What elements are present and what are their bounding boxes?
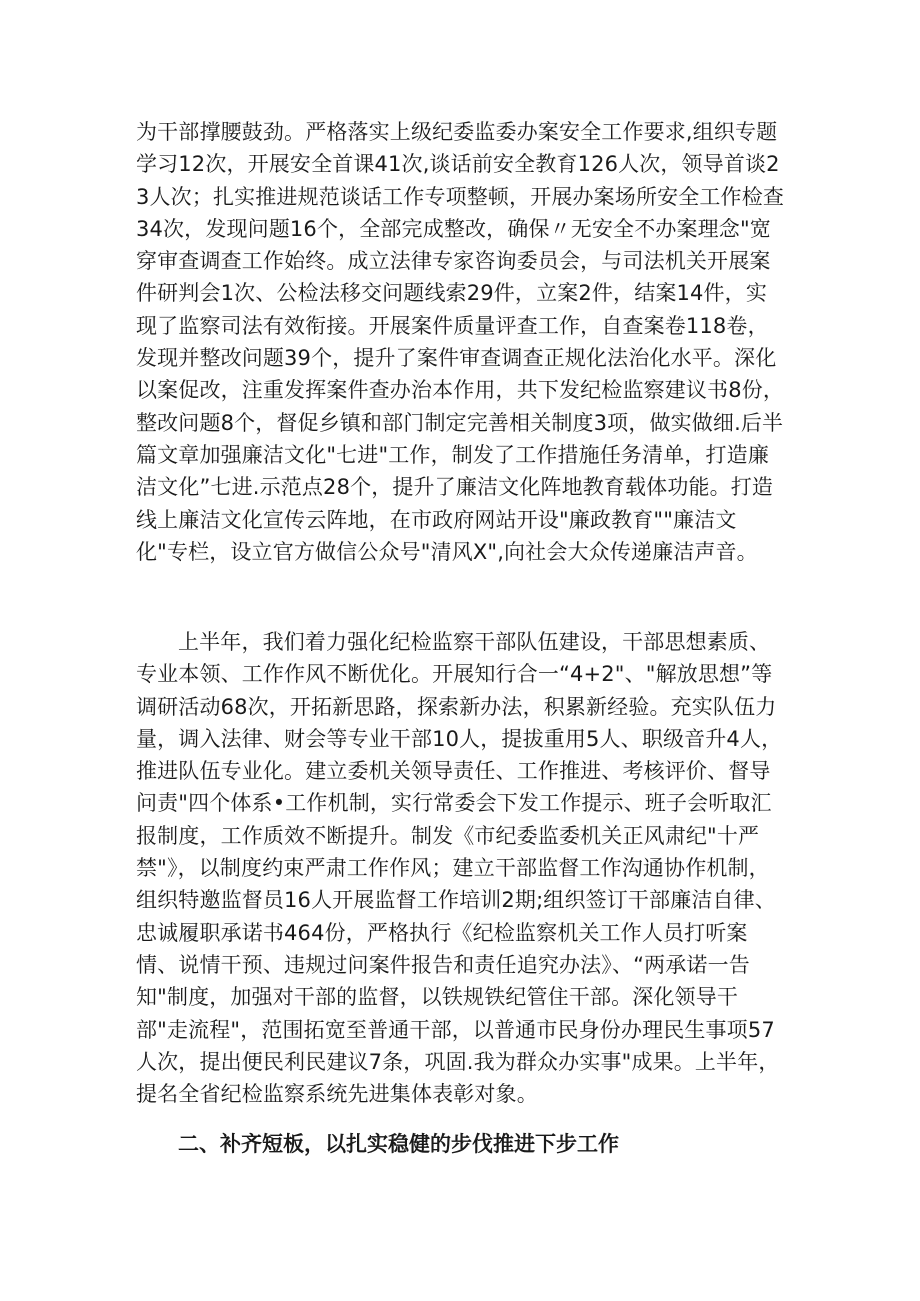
section-heading: 二、补齐短板，以扎实稳健的步伐推进下步工作 — [178, 1132, 619, 1156]
body-paragraph-1: 为干部撑腰鼓劲。严格落实上级纪委监委办案安全工作要求,组织专题学习12次，开展安全首课41次,谈话前安全教育126人次，领导首谈23人次；扎实推进规范谈话工作专项整顿，开展办案场所安全工作检查34次，发现问题16个，全部完成整改，确保〃无安全不办案理念"宽穿审查调查工作始终。成立法律专家咨询委员会，与司法机关开展案件研判会1次、公检法移交问题线索29件，立案2件，结案14件，实现了监察司法有效衔接。开展案件质量评查工作，自查案卷118卷，发现并整改问题39个，提升了案件审查调查正规化法治化水平。深化以案促改，注重发挥案件查办治本作用，共下发纪检监察建议书8份，整改问题8个，督促乡镇和部门制定完善相关制度3项，做实做细.后半篇文章加强廉洁文化"七进"工作，制发了工作措施任务清单，打造廉洁文化”七进.示范点28个，提升了廉洁文化阵地教育载体功能。打造线上廉洁文化宣传云阵地，在市政府网站开设"廉政教育""廉洁文化"专栏，设立官方做信公众号"清风X",向社会大众传递廉洁声音。 — [136, 120, 785, 564]
body-paragraph-2: 上半年，我们着力强化纪检监察干部队伍建设，干部思想素质、专业本领、工作作风不断优化。开展知行合一“4+2"、"解放思想”等调研活动68次，开拓新思路，探索新办法，积累新经验。充实队伍力量，调入法律、财会等专业干部10人，提拔重用5人、职级音升4人，推进队伍专业化。建立委机关领导责任、工作推进、考核评价、督导问责"四个体系•工作机制，实行常委会下发工作提示、班子会听取汇报制度，工作质效不断提升。制发《市纪委监委机关正风肃纪"十严禁"》，以制度约束严肃工作作风；建立干部监督工作沟通协作机制，组织特邀监督员16人开展监督工作培训2期;组织签订干部廉洁自律、忠诚履职承诺书464份，严格执行《纪检监察机关工作人员打听案情、说情干预、违规过问案件报告和责任追究办法》、“两承诺一告知"制度，加强对干部的监督，以铁规铁纪管住干部。深化领导干部"走流程"，范围拓宽至普通干部，以普通市民身份办理民生事项57人次，提出便民利民建议7条，巩固.我为群众办实事"成果。上半年，提名全省纪检监察系统先进集体表彰对象。 — [136, 630, 783, 1107]
